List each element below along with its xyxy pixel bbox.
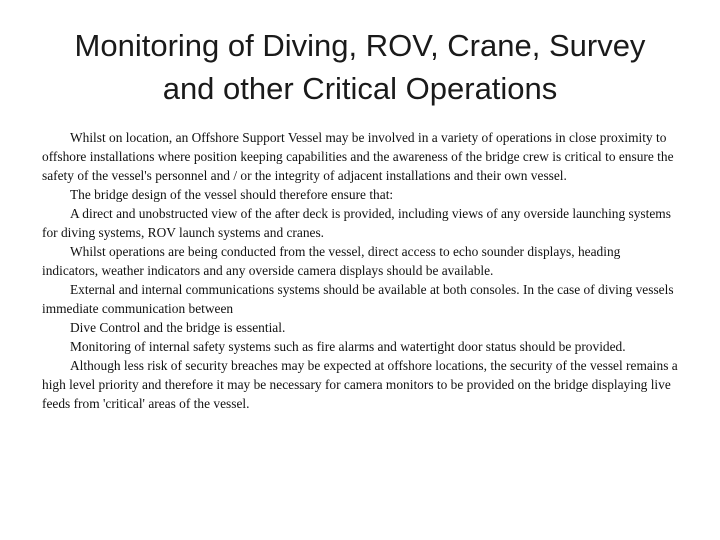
paragraph: Whilst operations are being conducted from the vessel, direct access to echo sounder displays, heading indicators, weather indicators and any overside camera displays should be available. <box>42 244 621 278</box>
paragraph: Although less risk of security breaches may be expected at offshore locations, the security of the vessel remains a high level priority and therefore it may be necessary for camera monitors to be provided on the bridge displaying live feeds from 'critical' areas of the vessel. <box>42 358 678 411</box>
title-line-1: Monitoring of Diving, ROV, Crane, Survey <box>74 28 646 63</box>
title-line-2: and other Critical Operations <box>162 71 558 106</box>
paragraph: The bridge design of the vessel should therefore ensure that: <box>70 187 394 202</box>
slide-body <box>42 128 678 413</box>
paragraph: Whilst on location, an Offshore Support Vessel may be involved in a variety of operations in close proximity to offshore installations where position keeping capabilities and the awareness of the bridge crew is critical to ensure the safety of the vessel's personnel and / or the integrity of adjacent installations and their own vessel. <box>42 130 674 183</box>
paragraph: A direct and unobstructed view of the after deck is provided, including views of any overside launching systems for diving systems, ROV launch systems and cranes. <box>42 206 671 240</box>
paragraph: External and internal communications systems should be available at both consoles. In the case of diving vessels immediate communication between <box>42 282 674 316</box>
slide-title <box>0 24 720 110</box>
paragraph: Monitoring of internal safety systems such as fire alarms and watertight door status should be provided. <box>70 339 626 354</box>
paragraph: Dive Control and the bridge is essential. <box>70 320 286 335</box>
